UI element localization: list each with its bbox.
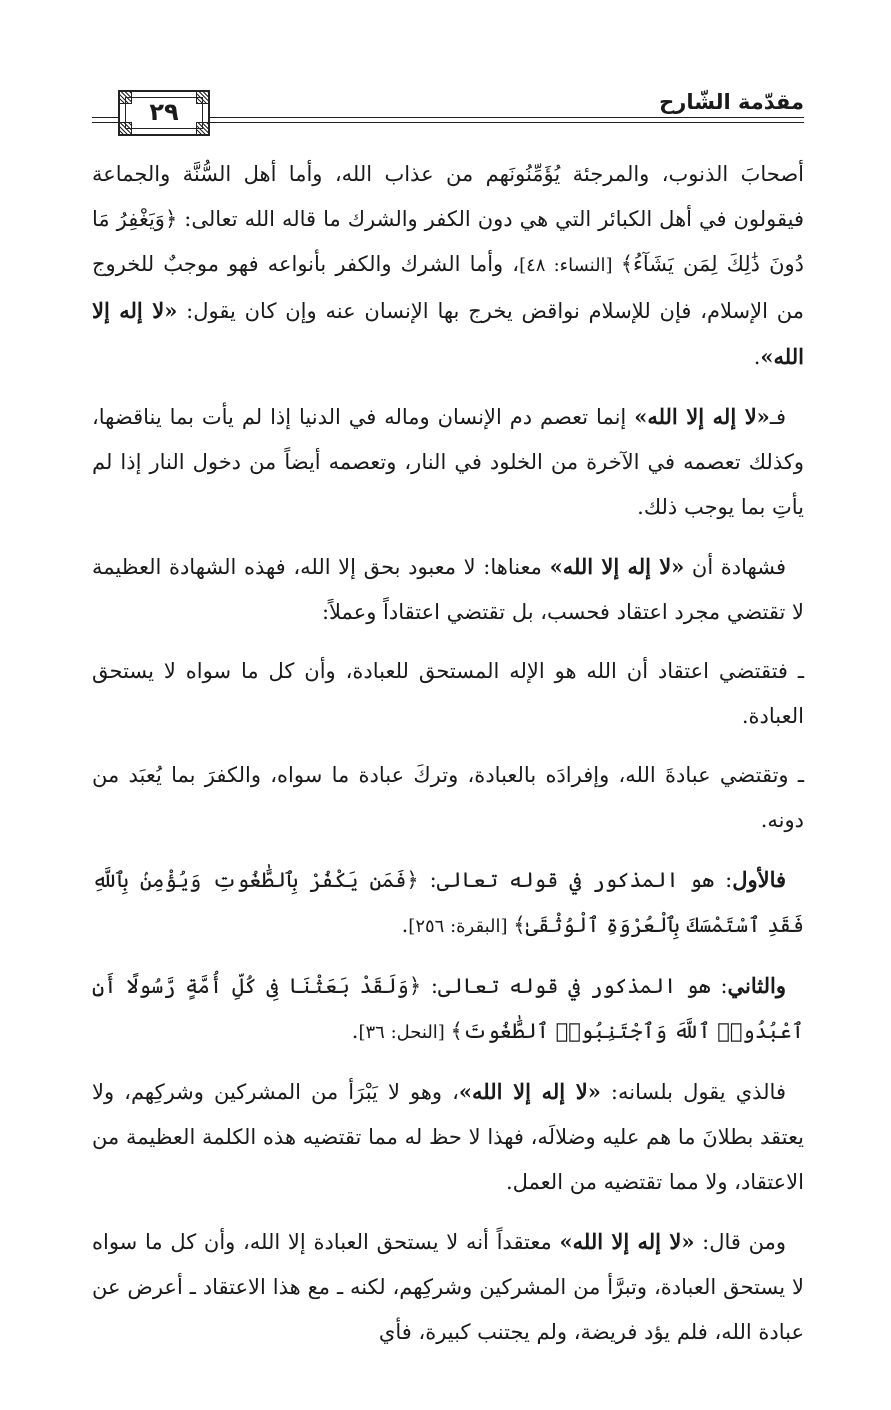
paragraph-text: أصحابَ الذنوب، والمرجئة يُؤَمِّنُونَهم من عذاب الله، وأما أهل السُّنَّة والجماعة فيقولون في أهل الكبائر التي هي دون الكفر والشرك ما قاله الله تعالى:	[92, 162, 804, 231]
quran-verse: ﴿وَلَقَدْ بَعَثْنَا فِى كُلِّ أُمَّةٍ رَّسُولًا أَنِ ٱعْبُدُوا۟ ٱللَّهَ وَٱجْتَنِبُوا۟ ٱلطَّٰغُوتَ﴾	[92, 974, 804, 1043]
paragraph-text: فشهادة أن	[684, 555, 787, 579]
paragraph-text: : هو المذكور في قوله تعالى:	[421, 974, 728, 998]
paragraph-text: ، وهو لا يَبْرَأ من المشركين وشركِهم، ولا يعتقد بطلانَ ما هم عليه وضلالَه، فهذا لا حظ له مما تقتضيه هذه الكلمة العظيمة من الاعتقاد، ولا مما تقتضيه من العمل.	[92, 1080, 804, 1194]
paragraph-text: .	[753, 345, 761, 369]
shahada-phrase: «لا إله إلا الله»	[92, 298, 804, 369]
paragraph-text: معناها: لا معبود بحق إلا الله، فهذه الشهادة العظيمة لا تقتضي مجرد اعتقاد فحسب، بل تقتضي اعتقاداً وعملاً:	[92, 555, 804, 624]
paragraph-4: ـ فتقتضي اعتقاد أن الله هو الإله المستحق للعبادة، وأن كل ما سواه لا يستحق العبادة.	[92, 659, 804, 728]
quran-verse: ﴿وَيَغْفِرُ مَا دُونَ ذَٰلِكَ لِمَن يَشَآءُ﴾	[92, 207, 805, 276]
paragraph-text: ، وأما الشرك والكفر بأنواعه فهو موجبٌ للخروج من الإسلام، فإن للإسلام نواقض يخرج بها الإنسان عنه وإن كان يقول:	[92, 252, 804, 323]
shahada-phrase: «لا إله إلا الله»	[458, 1079, 601, 1104]
shahada-phrase: «لا إله إلا الله»	[549, 554, 685, 579]
shahada-phrase: «لا إله إلا الله»	[559, 1229, 695, 1254]
paragraph-7	[92, 963, 804, 1055]
paragraph-text: .	[401, 913, 409, 937]
paragraph-text: .	[351, 1019, 359, 1043]
verse-reference: [النساء: ٤٨]	[519, 255, 621, 276]
paragraph-prefix: فـ	[769, 405, 787, 429]
paragraph-text: فالذي يقول بلسانه:	[600, 1080, 786, 1104]
lead-word: والثاني	[727, 973, 786, 998]
page-number-frame	[118, 90, 210, 136]
paragraph-text: : هو المذكور في قوله تعالى:	[418, 868, 733, 892]
paragraph-text: إنما تعصم دم الإنسان وماله في الدنيا إذا لم يأت بما يناقضها، وكذلك تعصمه في الآخرة من الخلود في النار، وتعصمه أيضاً من دخول النار إذا لم يأتِ بما يوجب ذلك.	[92, 405, 804, 519]
page-header	[92, 88, 804, 144]
body-text	[92, 152, 804, 1369]
verse-reference: [النحل: ٣٦]	[358, 1022, 451, 1043]
quran-verse: ﴿فَمَن يَكْفُرْ بِٱلطَّٰغُوتِ وَيُؤْمِنۢ بِٱللَّهِ فَقَدِ ٱسْتَمْسَكَ بِٱلْعُرْوَةِ ٱلْوُثْقَىٰ﴾	[92, 868, 804, 937]
paragraph-5: ـ وتقتضي عبادةَ الله، وإفرادَه بالعبادة، وتركَ عبادة ما سواه، والكفرَ بما يُعبَد من دونه.	[92, 763, 804, 832]
paragraph-3	[92, 544, 804, 635]
paragraph-9	[92, 1219, 804, 1355]
chapter-title: مقدّمة الشّارح	[649, 88, 804, 116]
lead-word: فالأول	[732, 867, 786, 892]
page-number: ٢٩	[149, 98, 179, 126]
paragraph-8	[92, 1069, 804, 1205]
paragraph-text: ومن قال:	[694, 1230, 787, 1254]
shahada-phrase: «لا إله إلا الله»	[634, 404, 770, 429]
paragraph-1	[92, 152, 804, 380]
paragraph-6	[92, 857, 804, 949]
paragraph-text: معتقداً أنه لا يستحق العبادة إلا الله، وأن كل ما سواه لا يستحق العبادة، وتبرَّأ من المشركين وشركِهم، لكنه ـ مع هذا الاعتقاد ـ أعرض عن عبادة الله، فلم يؤد فريضة، ولم يجتنب كبيرة، فأي	[92, 1230, 804, 1344]
verse-reference: [البقرة: ٢٥٦]	[408, 916, 514, 937]
paragraph-2	[92, 394, 804, 530]
